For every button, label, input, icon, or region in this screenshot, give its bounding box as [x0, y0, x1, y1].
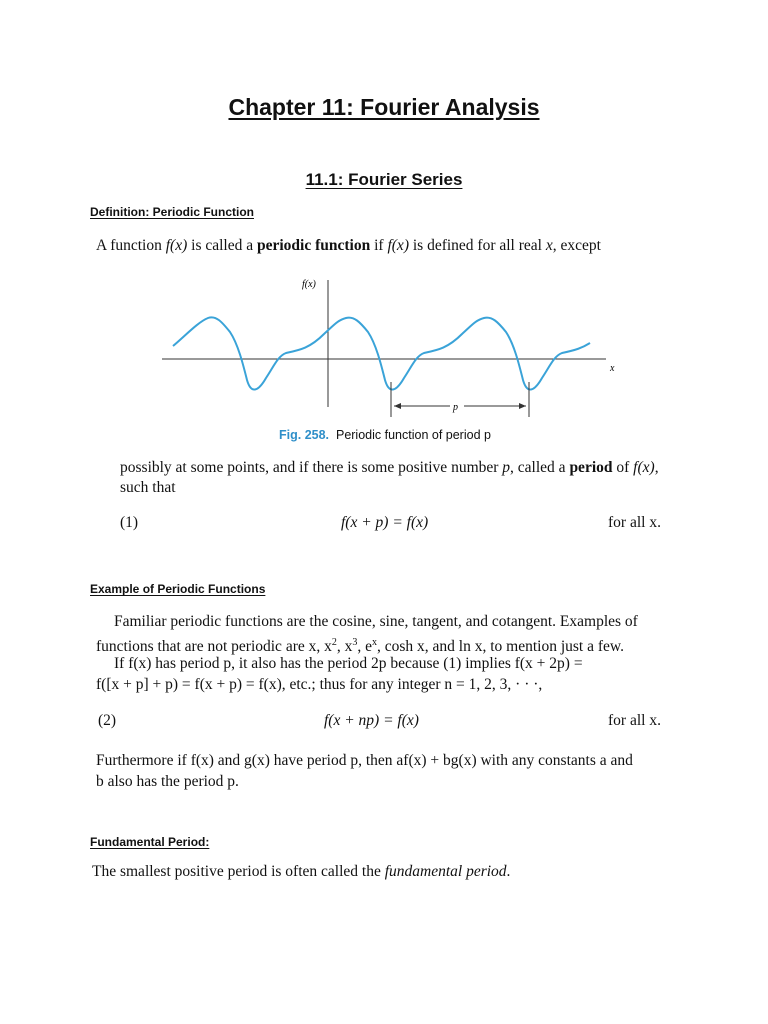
example-label: Example of Periodic Functions [90, 582, 266, 596]
definition-such-that: such that [120, 479, 176, 496]
fundamental-text: The smallest positive period is often called the fundamental period. [92, 863, 511, 880]
equation-2: f(x + np) = f(x) [324, 712, 419, 729]
definition-continuation: possibly at some points, and if there is some positive number p, called a period of f(x), [120, 459, 659, 476]
period-label: p [453, 402, 458, 413]
example-line-6: b also has the period p. [96, 773, 239, 790]
equation-1-condition: for all x. [608, 514, 661, 531]
chapter-title: Chapter 11: Fourier Analysis [228, 94, 540, 120]
x-axis-label: x [610, 363, 615, 374]
definition-intro: A function f(x) is called a periodic function if f(x) is defined for all real x, except [96, 237, 601, 254]
example-line-4: f([x + p] + p) = f(x + p) = f(x), etc.; thus for any integer n = 1, 2, 3, · · ·, [96, 676, 543, 693]
fundamental-label: Fundamental Period: [90, 835, 210, 849]
example-line-5: Furthermore if f(x) and g(x) have period p, then af(x) + bg(x) with any constants a and [96, 752, 633, 769]
equation-1-number: (1) [120, 514, 139, 531]
definition-label: Definition: Periodic Function [90, 205, 254, 219]
equation-1: f(x + p) = f(x) [341, 514, 429, 531]
y-axis-label: f(x) [302, 279, 316, 290]
example-line-2: functions that are not periodic are x, $x^2$, $x^3$, $e^x$, cosh x, and ln x, to mention just a few. [96, 637, 624, 656]
equation-2-number: (2) [98, 712, 117, 729]
equation-2-condition: for all x. [608, 712, 661, 729]
example-line-3: If f(x) has period p, it also has the period 2p because (1) implies f(x + 2p) = [114, 655, 583, 672]
arrowhead-right-icon [519, 403, 526, 409]
arrowhead-left-icon [394, 403, 401, 409]
figure-caption: Fig. 258. Periodic function of period p [279, 428, 491, 442]
section-title: 11.1: Fourier Series [305, 170, 463, 189]
example-line-1: Familiar periodic functions are the cosine, sine, tangent, and cotangent. Examples of [114, 613, 638, 630]
periodic-curve [173, 317, 590, 389]
periodic-function-figure [150, 272, 630, 422]
